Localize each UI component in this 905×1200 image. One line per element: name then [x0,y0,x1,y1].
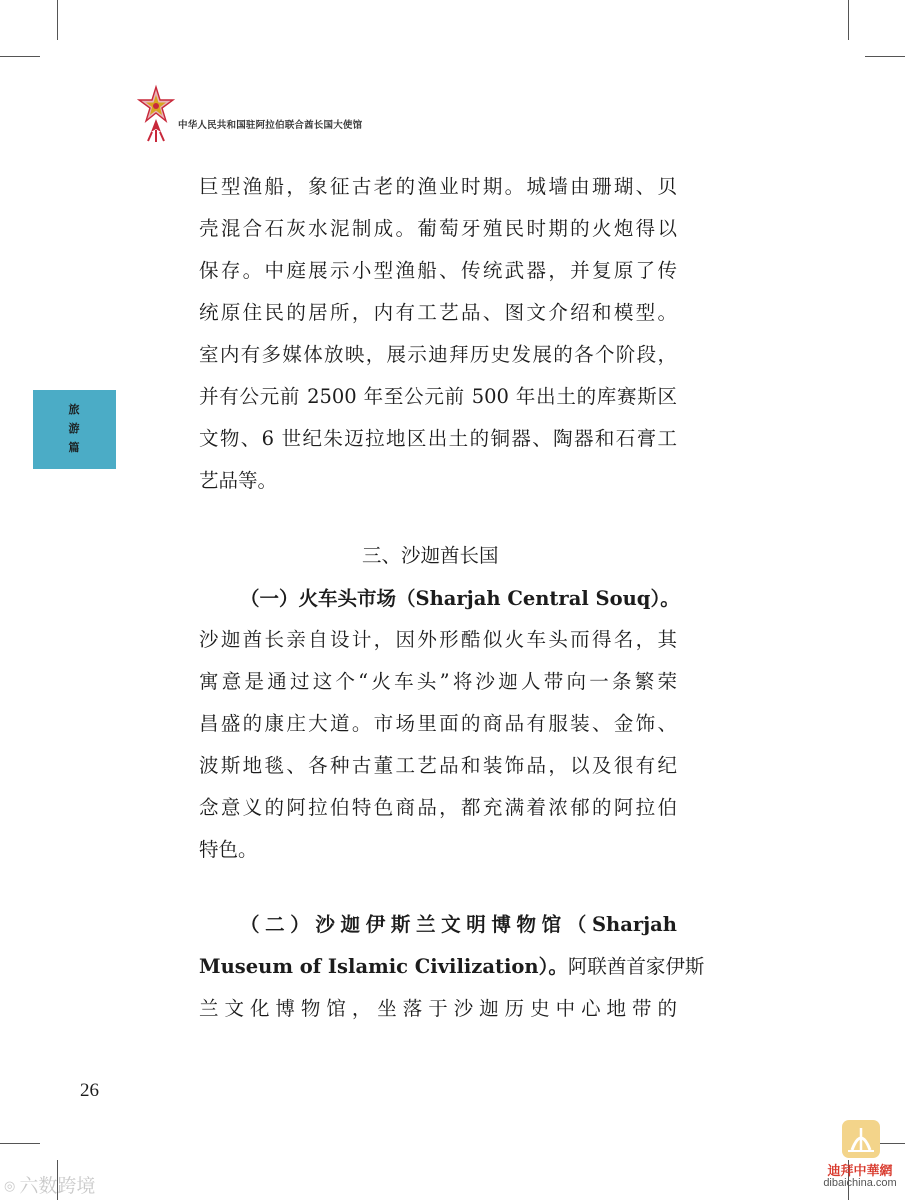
subheading-central-souq: （一）火车头市场（Sharjah Central Souq）。 [240,587,680,610]
paragraph-line: 寓意是通过这个“火车头”将沙迦人带向一条繁荣 [199,670,677,693]
watermark-right [818,1118,902,1194]
paragraph-line: 沙迦酋长亲自设计，因外形酷似火车头而得名，其 [199,628,677,651]
watermark-right-name: 迪拜中華網 [827,1164,893,1179]
subheading-islamic-museum: （二）沙迦伊斯兰文明博物馆（Sharjah [240,913,677,936]
dibaichina-logo-icon [842,1120,880,1158]
paragraph-line: 并有公元前 2500 年至公元前 500 年出土的库赛斯区 [199,385,677,408]
paragraph-line: 波斯地毯、各种古董工艺品和装饰品，以及很有纪 [199,754,677,777]
paragraph-line: 室内有多媒体放映，展示迪拜历史发展的各个阶段， [199,343,677,366]
crop-mark [848,0,849,40]
paragraph-line: 统原住民的居所，内有工艺品、图文介绍和模型。 [199,301,677,324]
paragraph-line: 昌盛的康庄大道。市场里面的商品有服装、金饰、 [199,712,677,735]
paragraph-line: 念意义的阿拉伯特色商品，都充满着浓郁的阿拉伯 [199,796,677,819]
crop-mark [0,1143,40,1144]
paragraph-text: 阿联酋首家伊斯 [567,955,705,978]
watermark-left [4,1171,95,1198]
subheading-islamic-museum-continued: Museum of Islamic Civilization）。 [199,955,568,978]
watermark-right-url: dibaichina.com [823,1177,897,1189]
paragraph-line: 壳混合石灰水泥制成。葡萄牙殖民时期的火炮得以 [199,217,677,240]
paragraph-line: 保存。中庭展示小型渔船、传统武器，并复原了传 [199,259,677,282]
section-heading: 三、沙迦酋长国 [362,544,499,567]
paragraph-line: 巨型渔船，象征古老的渔业时期。城墙由珊瑚、贝 [199,175,677,198]
page-header [134,86,434,146]
paragraph-line: 艺品等。 [199,469,278,492]
paragraph-line [199,946,705,988]
side-tab-label: 旅 游 篇 [68,403,80,454]
paragraph-line: 兰文化博物馆，坐落于沙迦历史中心地带的 [199,997,677,1020]
watermark-left-text: 六数跨境 [19,1175,96,1197]
weibo-icon: ◎ [4,1179,16,1194]
crop-mark [865,56,905,57]
crop-mark [57,0,58,40]
paragraph-line: 文物、6 世纪朱迈拉地区出土的铜器、陶器和石膏工 [199,427,677,450]
crop-mark [0,56,40,57]
paragraph-line: 特色。 [199,838,258,861]
page-number: 26 [80,1080,99,1101]
embassy-title: 中华人民共和国驻阿拉伯联合酋长国大使馆 [178,120,363,131]
chinese-knot-logo-icon [134,86,182,144]
section-side-tab [33,390,116,469]
